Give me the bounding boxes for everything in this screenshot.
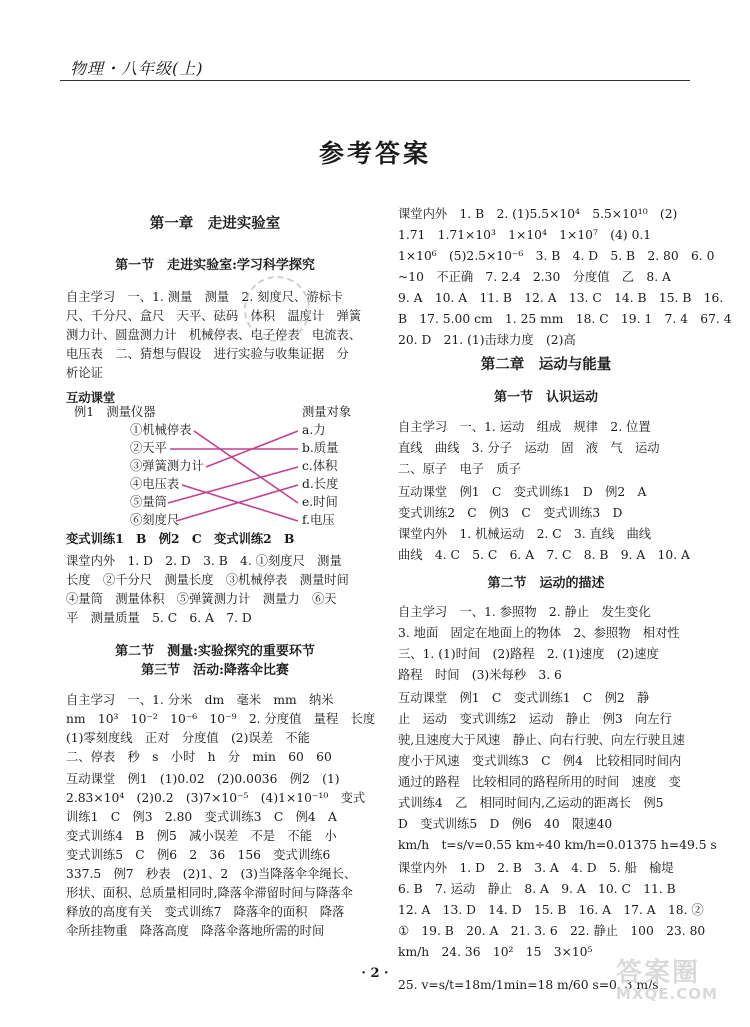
objects-label: 测量对象 [302, 405, 352, 419]
instrument-item: ⑥刻度尺 [130, 513, 180, 527]
right-line: 25. v=s/t=18m/1min=18 m/60 s=0. 3 m/s [398, 978, 659, 992]
object-item: e.时间 [302, 495, 338, 509]
right-line: 20. D 21. (1)击球力度 (2)高 [398, 333, 576, 347]
left-line: 训练1 C 例3 2.80 变式训练3 C 例4 A [66, 810, 337, 824]
right-line: 二、原子 电子 质子 [398, 462, 521, 476]
left-line: ④量筒 测量体积 ⑤弹簧测力计 测量力 ⑥天 [66, 592, 337, 606]
right-line: 驶,且速度大于风速 静止、向右行驶、向左行驶且速 [398, 733, 685, 747]
right-line: 6. B 7. 运动 静止 8. A 9. A 10. C 11. B [398, 882, 676, 896]
right-line: 式训练4 乙 相同时间内,乙运动的距离长 例5 [398, 796, 664, 810]
object-item: b.质量 [302, 441, 339, 455]
right-line: 课堂内外 1. D 2. B 3. A 4. D 5. 船 榆堤 [398, 861, 674, 875]
right-line: km/h t=s/v=0.55 km÷40 km/h=0.01375 h=49.5 s [398, 838, 717, 852]
instrument-item: ④电压表 [130, 477, 180, 491]
page-number: · 2 · [361, 966, 389, 981]
left-line: 释放的高度有关 变式训练7 降落伞的面积 降落 [66, 905, 345, 919]
right-line: 课堂内外 1. B 2. (1)5.5×10⁴ 5.5×10¹⁰ (2) [398, 207, 678, 221]
left-line: 自主学习 一、1. 分米 dm 毫米 mm 纳米 [66, 693, 334, 707]
left-line: 变式训练5 C 例6 2 36 156 变式训练6 [66, 848, 331, 862]
left-line: 互动课堂 例1 (1)0.02 (2)0.0036 例2 (1) [66, 772, 340, 786]
left-line: 伞所挂物重 降落高度 降落伞落地所需的时间 [66, 924, 325, 938]
left-line: 二、停表 秒 s 小时 h 分 min 60 60 [66, 750, 332, 764]
right-line: 止 运动 变式训练2 运动 静止 例3 向左行 [398, 712, 672, 726]
left-line: 测力计、圆盘测力计 机械停表、电子停表 电流表、 [66, 328, 362, 342]
watermark-logo [616, 952, 718, 1003]
watermark-text: 答案圈 [616, 958, 701, 988]
left-line: 337.5 例7 秒表 (2)1、2 (3)当降落伞伞绳长、 [66, 867, 357, 881]
left-line: 课堂内外 1. D 2. D 3. B 4. ①刻度尺 测量 [66, 554, 342, 568]
object-item: f.电压 [302, 513, 335, 527]
left-line: 第二节 测量:实验探究的重要环节 [115, 644, 315, 659]
instrument-item: ②天平 [130, 441, 167, 455]
page-title: 参考答案 [318, 139, 431, 168]
left-line: 第三节 活动:降落伞比赛 [141, 663, 289, 678]
left-line: 变式训练4 B 例5 减小误差 不是 不能 小 [66, 829, 337, 843]
right-line: 1.71 1.71×10³ 1×10⁴ 1×10⁷ (4) 0.1 [398, 228, 652, 242]
right-line: 路程 时间 (3)米每秒 3. 6 [398, 668, 562, 682]
right-line: 3. 地面 固定在地面上的物体 2、参照物 相对性 [398, 626, 680, 640]
object-item: a.力 [302, 423, 326, 437]
right-line: 9. A 10. A 11. B 12. A 13. C 14. B 15. B 16. [398, 291, 724, 305]
instrument-item: ③弹簧测力计 [130, 459, 204, 473]
left-line: 平 测量质量 5. C 6. A 7. D [66, 611, 252, 625]
right-line: 直线 曲线 3. 分子 运动 固 液 气 运动 [398, 441, 660, 455]
object-item: d.长度 [302, 477, 339, 491]
right-line: 12. A 13. D 14. D 15. B 16. A 17. A 18. ② [398, 903, 704, 917]
left-line: (1)零刻度线 正对 分度值 (2)误差 不能 [66, 731, 310, 745]
right-line: 1×10⁶ (5)2.5×10⁻⁶ 3. B 4. D 5. B 2. 80 6. 0 [398, 249, 715, 263]
right-line: 三、1. (1)时间 (2)路程 2. (1)速度 (2)速度 [398, 647, 659, 661]
right-line: ① 19. B 20. A 21. 3. 6 22. 静止 100 23. 80 [398, 924, 706, 938]
left-line: 长度 ②千分尺 测量长度 ③机械停表 测量时间 [66, 573, 349, 587]
right-line: 互动课堂 例1 C 变式训练1 C 例2 静 [398, 691, 650, 705]
right-line: 曲线 4. C 5. C 6. A 7. C 8. B 9. A 10. A [398, 548, 690, 562]
running-header: 物理・八年级(上) [70, 59, 204, 78]
right-line: km/h 24. 36 10² 15 3×10⁵ [398, 945, 593, 959]
left-line: 析论证 [66, 366, 103, 380]
right-line: 第二章 运动与能量 [480, 356, 612, 373]
left-line: 形状、面积、总质量相同时,降落伞滞留时间与降落伞 [66, 886, 353, 900]
instrument-item: ①机械停表 [130, 423, 192, 437]
left-line: 电压表 二、猜想与假设 进行实验与收集证据 分 [66, 347, 349, 361]
left-line: 第一节 走进实验室:学习科学探究 [115, 258, 315, 273]
left-line: nm 10³ 10⁻² 10⁻⁶ 10⁻⁹ 2. 分度值 量程 长度 [66, 712, 376, 726]
matching-diagram [66, 405, 366, 538]
left-line: 变式训练1 B 例2 C 变式训练2 B [66, 531, 295, 546]
left-line: 尺、千分尺、盒尺 天平、砝码 体积 温度计 弹簧 [66, 309, 362, 323]
right-line: 自主学习 一、1. 参照物 2. 静止 发生变化 [398, 605, 651, 619]
right-line: D 变式训练5 D 例6 40 限速40 [398, 817, 613, 831]
right-line: 自主学习 一、1. 运动 组成 规律 2. 位置 [398, 420, 651, 434]
right-line: 变式训练2 C 例3 C 变式训练3 D [398, 506, 623, 520]
right-line: ~10 不正确 7. 2.4 2.30 分度值 乙 8. A [398, 270, 671, 284]
right-line: 第一节 认识运动 [493, 390, 598, 405]
header-rule [60, 80, 690, 81]
right-line: 通过的路程 比较相同的路程所用的时间 速度 变 [398, 775, 681, 789]
right-line: 互动课堂 例1 C 变式训练1 D 例2 A [398, 485, 647, 499]
right-line: B 17. 5.00 cm 1. 25 mm 18. C 19. 1 7. 4 67. 4 [398, 312, 732, 326]
left-line: 2.83×10⁴ (2)0.2 (3)7×10⁻⁵ (4)1×10⁻¹⁰ 变式 [66, 791, 366, 805]
object-item: c.体积 [302, 459, 338, 473]
watermark-url: MXQE.COM [616, 985, 718, 1003]
instruments-label: 例1 测量仪器 [74, 405, 156, 419]
left-line: 第一章 走进实验室 [149, 215, 281, 232]
left-line: 互动课堂 [66, 390, 116, 405]
right-line: 度小于风速 变式训练3 C 例4 比较相同时间内 [398, 754, 682, 768]
instrument-item: ⑤量筒 [130, 495, 167, 509]
right-line: 第二节 运动的描述 [487, 576, 605, 591]
left-line: 自主学习 一、1. 测量 测量 2. 刻度尺、游标卡 [66, 290, 344, 304]
right-line: 课堂内外 1. 机械运动 2. C 3. 直线 曲线 [398, 527, 652, 541]
